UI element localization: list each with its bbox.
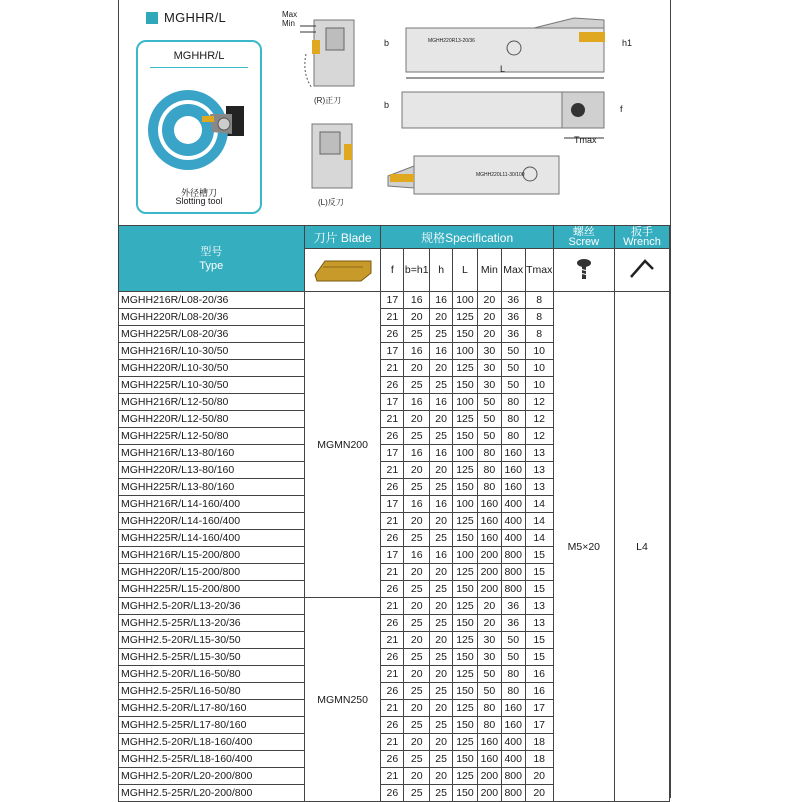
value-cell: 20 (477, 292, 501, 309)
value-cell: 400 (501, 734, 525, 751)
value-cell: 25 (404, 326, 430, 343)
value-cell: 125 (453, 462, 478, 479)
value-cell: 400 (501, 496, 525, 513)
wrench-header-zh: 扳手 (630, 226, 653, 238)
card-divider (150, 67, 248, 68)
value-cell: 21 (381, 768, 404, 785)
value-cell: 17 (381, 343, 404, 360)
value-cell: 20 (404, 768, 430, 785)
value-cell: 150 (453, 717, 478, 734)
dim-b: b (384, 38, 390, 48)
blade-image-icon (304, 249, 381, 292)
value-cell: 20 (430, 564, 453, 581)
value-cell: 10 (525, 377, 553, 394)
value-cell: 20 (404, 360, 430, 377)
value-cell: 125 (453, 513, 478, 530)
col-f: f (381, 249, 404, 292)
value-cell: 36 (501, 309, 525, 326)
value-cell: 150 (453, 615, 478, 632)
value-cell: 160 (477, 751, 501, 768)
value-cell: 26 (381, 649, 404, 666)
value-cell: 20 (430, 768, 453, 785)
value-cell: 25 (404, 717, 430, 734)
value-cell: 10 (525, 360, 553, 377)
value-cell: 25 (404, 479, 430, 496)
value-cell: 15 (525, 632, 553, 649)
value-cell: 30 (477, 632, 501, 649)
value-cell: 20 (430, 462, 453, 479)
value-cell: 400 (501, 513, 525, 530)
value-cell: 20 (404, 513, 430, 530)
value-cell: 18 (525, 751, 553, 768)
value-cell: 20 (404, 411, 430, 428)
value-cell: 150 (453, 751, 478, 768)
type-cell: MGHH220R/L08-20/36 (119, 309, 305, 326)
value-cell: 150 (453, 428, 478, 445)
value-cell: 20 (430, 309, 453, 326)
type-cell: MGHH216R/L10-30/50 (119, 343, 305, 360)
value-cell: 21 (381, 360, 404, 377)
type-cell: MGHH2.5-20R/L20-200/800 (119, 768, 305, 785)
value-cell: 80 (501, 683, 525, 700)
value-cell: 25 (430, 581, 453, 598)
col-min: Min (477, 249, 501, 292)
card-title: MGHHR/L (173, 50, 225, 62)
value-cell: 20 (477, 326, 501, 343)
value-cell: 17 (381, 445, 404, 462)
value-cell: 21 (381, 462, 404, 479)
value-cell: 30 (477, 343, 501, 360)
value-cell: 25 (430, 377, 453, 394)
value-cell: 150 (453, 581, 478, 598)
value-cell: 25 (430, 785, 453, 802)
type-cell: MGHH216R/L15-200/800 (119, 547, 305, 564)
value-cell: 30 (477, 377, 501, 394)
value-cell: 100 (453, 547, 478, 564)
value-cell: 26 (381, 428, 404, 445)
dim-h1: h1 (622, 38, 633, 48)
type-cell: MGHH2.5-20R/L16-50/80 (119, 666, 305, 683)
value-cell: 26 (381, 326, 404, 343)
value-cell: 150 (453, 326, 478, 343)
value-cell: 150 (453, 649, 478, 666)
bottom-tool-drawing-icon (384, 146, 564, 202)
value-cell: 10 (525, 343, 553, 360)
value-cell: 800 (501, 785, 525, 802)
value-cell: 80 (477, 700, 501, 717)
side-tool-drawing-icon (394, 88, 634, 148)
card-caption-en: Slotting tool (175, 196, 223, 206)
value-cell: 20 (430, 513, 453, 530)
value-cell: 16 (525, 666, 553, 683)
value-cell: 25 (430, 649, 453, 666)
value-cell: 125 (453, 734, 478, 751)
top-tool-drawing-icon (394, 14, 634, 84)
value-cell: 26 (381, 479, 404, 496)
value-cell: 26 (381, 717, 404, 734)
type-cell: MGHH220R/L14-160/400 (119, 513, 305, 530)
value-cell: 20 (404, 564, 430, 581)
value-cell: 25 (430, 326, 453, 343)
engraving-left: MGHH220L11-30/100 (476, 172, 525, 178)
screw-header (553, 226, 614, 249)
value-cell: 26 (381, 785, 404, 802)
value-cell: 80 (477, 445, 501, 462)
type-cell: MGHH220R/L10-30/50 (119, 360, 305, 377)
value-cell: 100 (453, 292, 478, 309)
value-cell: 200 (477, 547, 501, 564)
value-cell: 125 (453, 309, 478, 326)
value-cell: 100 (453, 394, 478, 411)
value-cell: 80 (501, 666, 525, 683)
value-cell: 20 (525, 768, 553, 785)
value-cell: 8 (525, 292, 553, 309)
value-cell: 25 (430, 479, 453, 496)
value-cell: 800 (501, 564, 525, 581)
value-cell: 26 (381, 530, 404, 547)
value-cell: 17 (525, 717, 553, 734)
screw-header-en: Screw (568, 236, 600, 248)
type-cell: MGHH2.5-25R/L15-30/50 (119, 649, 305, 666)
dim-b-side: b (384, 100, 390, 110)
wrench-header-en: Wrench (623, 236, 661, 248)
value-cell: 80 (501, 394, 525, 411)
value-cell: 21 (381, 411, 404, 428)
label-max: Max (282, 10, 298, 19)
value-cell: 400 (501, 530, 525, 547)
type-cell: MGHH2.5-25R/L16-50/80 (119, 683, 305, 700)
value-cell: 20 (404, 309, 430, 326)
value-cell: 21 (381, 632, 404, 649)
value-cell: 21 (381, 598, 404, 615)
value-cell: 400 (501, 751, 525, 768)
wrench-icon (614, 249, 669, 292)
type-cell: MGHH216R/L14-160/400 (119, 496, 305, 513)
card-caption-zh: 外径槽刀 (180, 188, 217, 198)
value-cell: 16 (404, 445, 430, 462)
value-cell: 21 (381, 309, 404, 326)
type-header-en: Type (199, 259, 224, 272)
type-cell: MGHH2.5-20R/L17-80/160 (119, 700, 305, 717)
blade-header: 刀片 Blade (304, 226, 381, 249)
value-cell: 160 (477, 530, 501, 547)
value-cell: 26 (381, 683, 404, 700)
screw-icon (553, 249, 614, 292)
value-cell: 150 (453, 530, 478, 547)
value-cell: 50 (477, 394, 501, 411)
value-cell: 150 (453, 683, 478, 700)
col-tmax: Tmax (525, 249, 553, 292)
type-cell: MGHH2.5-20R/L18-160/400 (119, 734, 305, 751)
value-cell: 16 (430, 496, 453, 513)
value-cell: 150 (453, 479, 478, 496)
value-cell: 50 (477, 666, 501, 683)
type-cell: MGHH220R/L15-200/800 (119, 564, 305, 581)
value-cell: 80 (501, 428, 525, 445)
screw-cell: M5×20 (553, 292, 614, 802)
value-cell: 16 (404, 343, 430, 360)
value-cell: 25 (430, 683, 453, 700)
specification-table (118, 225, 670, 802)
col-L: L (453, 249, 478, 292)
value-cell: 160 (501, 700, 525, 717)
value-cell: 125 (453, 632, 478, 649)
value-cell: 36 (501, 292, 525, 309)
type-cell: MGHH220R/L13-80/160 (119, 462, 305, 479)
left-hand-tool-diagram-icon (306, 116, 366, 196)
value-cell: 12 (525, 411, 553, 428)
value-cell: 200 (477, 581, 501, 598)
value-cell: 160 (501, 717, 525, 734)
value-cell: 17 (381, 394, 404, 411)
value-cell: 16 (430, 445, 453, 462)
value-cell: 12 (525, 394, 553, 411)
section-title (146, 10, 226, 25)
type-header-zh: 型号 (200, 245, 223, 258)
value-cell: 16 (525, 683, 553, 700)
value-cell: 25 (430, 717, 453, 734)
blade-cell: MGMN250 (304, 598, 381, 802)
type-cell: MGHH225R/L12-50/80 (119, 428, 305, 445)
blade-cell: MGMN200 (304, 292, 381, 598)
value-cell: 21 (381, 734, 404, 751)
type-cell: MGHH225R/L10-30/50 (119, 377, 305, 394)
wrench-cell: L4 (614, 292, 669, 802)
value-cell: 21 (381, 666, 404, 683)
value-cell: 17 (381, 496, 404, 513)
title-text: MGHHR/L (164, 10, 227, 25)
value-cell: 160 (477, 513, 501, 530)
value-cell: 800 (501, 547, 525, 564)
value-cell: 20 (404, 632, 430, 649)
value-cell: 80 (477, 479, 501, 496)
value-cell: 15 (525, 564, 553, 581)
value-cell: 80 (501, 411, 525, 428)
wrench-header (614, 226, 669, 249)
value-cell: 20 (430, 632, 453, 649)
value-cell: 20 (477, 598, 501, 615)
value-cell: 50 (477, 428, 501, 445)
value-cell: 25 (404, 530, 430, 547)
value-cell: 13 (525, 598, 553, 615)
value-cell: 50 (477, 411, 501, 428)
col-h: h (430, 249, 453, 292)
value-cell: 20 (404, 598, 430, 615)
value-cell: 20 (430, 411, 453, 428)
value-cell: 16 (430, 292, 453, 309)
value-cell: 100 (453, 496, 478, 513)
value-cell: 36 (501, 615, 525, 632)
value-cell: 20 (404, 462, 430, 479)
product-card (136, 40, 262, 214)
type-cell: MGHH2.5-25R/L17-80/160 (119, 717, 305, 734)
dim-L: L (500, 64, 506, 74)
value-cell: 16 (430, 343, 453, 360)
value-cell: 36 (501, 598, 525, 615)
col-b-h1: b=h1 (404, 249, 430, 292)
value-cell: 15 (525, 649, 553, 666)
value-cell: 25 (404, 428, 430, 445)
value-cell: 50 (477, 683, 501, 700)
value-cell: 50 (501, 632, 525, 649)
value-cell: 14 (525, 513, 553, 530)
value-cell: 16 (404, 394, 430, 411)
value-cell: 20 (404, 734, 430, 751)
type-cell: MGHH216R/L08-20/36 (119, 292, 305, 309)
type-cell: MGHH216R/L12-50/80 (119, 394, 305, 411)
value-cell: 80 (477, 717, 501, 734)
value-cell: 200 (477, 768, 501, 785)
value-cell: 20 (430, 666, 453, 683)
type-cell: MGHH216R/L13-80/160 (119, 445, 305, 462)
value-cell: 25 (430, 751, 453, 768)
value-cell: 125 (453, 598, 478, 615)
value-cell: 25 (404, 615, 430, 632)
title-square-icon (146, 12, 158, 24)
engraving-right: MGHH220R13-20/36 (428, 38, 475, 44)
value-cell: 125 (453, 360, 478, 377)
right-hand-tool-diagram-icon (298, 14, 358, 94)
value-cell: 21 (381, 513, 404, 530)
value-cell: 16 (404, 292, 430, 309)
dim-tmax: Tmax (574, 135, 597, 145)
value-cell: 18 (525, 734, 553, 751)
col-max: Max (501, 249, 525, 292)
label-min: Min (282, 19, 295, 28)
value-cell: 15 (525, 581, 553, 598)
value-cell: 13 (525, 462, 553, 479)
value-cell: 160 (501, 462, 525, 479)
value-cell: 25 (404, 377, 430, 394)
value-cell: 125 (453, 666, 478, 683)
label-right-hand: (R)正刀 (314, 96, 342, 105)
value-cell: 160 (477, 496, 501, 513)
value-cell: 125 (453, 411, 478, 428)
value-cell: 80 (477, 462, 501, 479)
value-cell: 125 (453, 700, 478, 717)
table-row (119, 292, 670, 309)
value-cell: 25 (404, 649, 430, 666)
value-cell: 800 (501, 768, 525, 785)
value-cell: 20 (477, 615, 501, 632)
value-cell: 150 (453, 377, 478, 394)
slotting-illustration-icon (140, 74, 258, 184)
value-cell: 15 (525, 547, 553, 564)
value-cell: 25 (430, 615, 453, 632)
value-cell: 26 (381, 581, 404, 598)
value-cell: 20 (430, 598, 453, 615)
value-cell: 160 (477, 734, 501, 751)
value-cell: 50 (501, 649, 525, 666)
type-cell: MGHH2.5-25R/L13-20/36 (119, 615, 305, 632)
value-cell: 17 (381, 292, 404, 309)
value-cell: 13 (525, 615, 553, 632)
value-cell: 8 (525, 326, 553, 343)
value-cell: 16 (404, 547, 430, 564)
value-cell: 100 (453, 445, 478, 462)
value-cell: 160 (501, 445, 525, 462)
value-cell: 25 (404, 581, 430, 598)
value-cell: 30 (477, 649, 501, 666)
type-cell: MGHH225R/L15-200/800 (119, 581, 305, 598)
value-cell: 30 (477, 360, 501, 377)
value-cell: 13 (525, 445, 553, 462)
value-cell: 800 (501, 581, 525, 598)
type-header (119, 226, 305, 292)
type-cell: MGHH220R/L12-50/80 (119, 411, 305, 428)
value-cell: 25 (430, 428, 453, 445)
label-left-hand: (L)反刀 (318, 198, 344, 207)
type-cell: MGHH2.5-20R/L13-20/36 (119, 598, 305, 615)
value-cell: 200 (477, 564, 501, 581)
value-cell: 16 (404, 496, 430, 513)
value-cell: 21 (381, 564, 404, 581)
value-cell: 125 (453, 564, 478, 581)
type-cell: MGHH225R/L08-20/36 (119, 326, 305, 343)
value-cell: 16 (430, 394, 453, 411)
screw-header-zh: 螺丝 (572, 226, 595, 238)
value-cell: 20 (525, 785, 553, 802)
value-cell: 14 (525, 496, 553, 513)
value-cell: 50 (501, 343, 525, 360)
type-cell: MGHH225R/L13-80/160 (119, 479, 305, 496)
value-cell: 13 (525, 479, 553, 496)
value-cell: 25 (430, 530, 453, 547)
spec-header: 规格Specification (381, 226, 553, 249)
value-cell: 100 (453, 343, 478, 360)
value-cell: 36 (501, 326, 525, 343)
value-cell: 20 (430, 360, 453, 377)
value-cell: 14 (525, 530, 553, 547)
value-cell: 25 (404, 683, 430, 700)
value-cell: 26 (381, 751, 404, 768)
value-cell: 17 (525, 700, 553, 717)
value-cell: 25 (404, 751, 430, 768)
value-cell: 20 (404, 666, 430, 683)
value-cell: 150 (453, 785, 478, 802)
value-cell: 125 (453, 768, 478, 785)
value-cell: 21 (381, 700, 404, 717)
type-cell: MGHH2.5-25R/L20-200/800 (119, 785, 305, 802)
value-cell: 12 (525, 428, 553, 445)
value-cell: 50 (501, 360, 525, 377)
dim-f: f (620, 104, 623, 114)
value-cell: 8 (525, 309, 553, 326)
value-cell: 50 (501, 377, 525, 394)
value-cell: 17 (381, 547, 404, 564)
value-cell: 26 (381, 615, 404, 632)
value-cell: 20 (477, 309, 501, 326)
value-cell: 160 (501, 479, 525, 496)
value-cell: 20 (430, 734, 453, 751)
value-cell: 20 (404, 700, 430, 717)
type-cell: MGHH2.5-25R/L18-160/400 (119, 751, 305, 768)
type-cell: MGHH225R/L14-160/400 (119, 530, 305, 547)
type-cell: MGHH2.5-20R/L15-30/50 (119, 632, 305, 649)
value-cell: 20 (430, 700, 453, 717)
value-cell: 200 (477, 785, 501, 802)
value-cell: 26 (381, 377, 404, 394)
value-cell: 25 (404, 785, 430, 802)
value-cell: 16 (430, 547, 453, 564)
